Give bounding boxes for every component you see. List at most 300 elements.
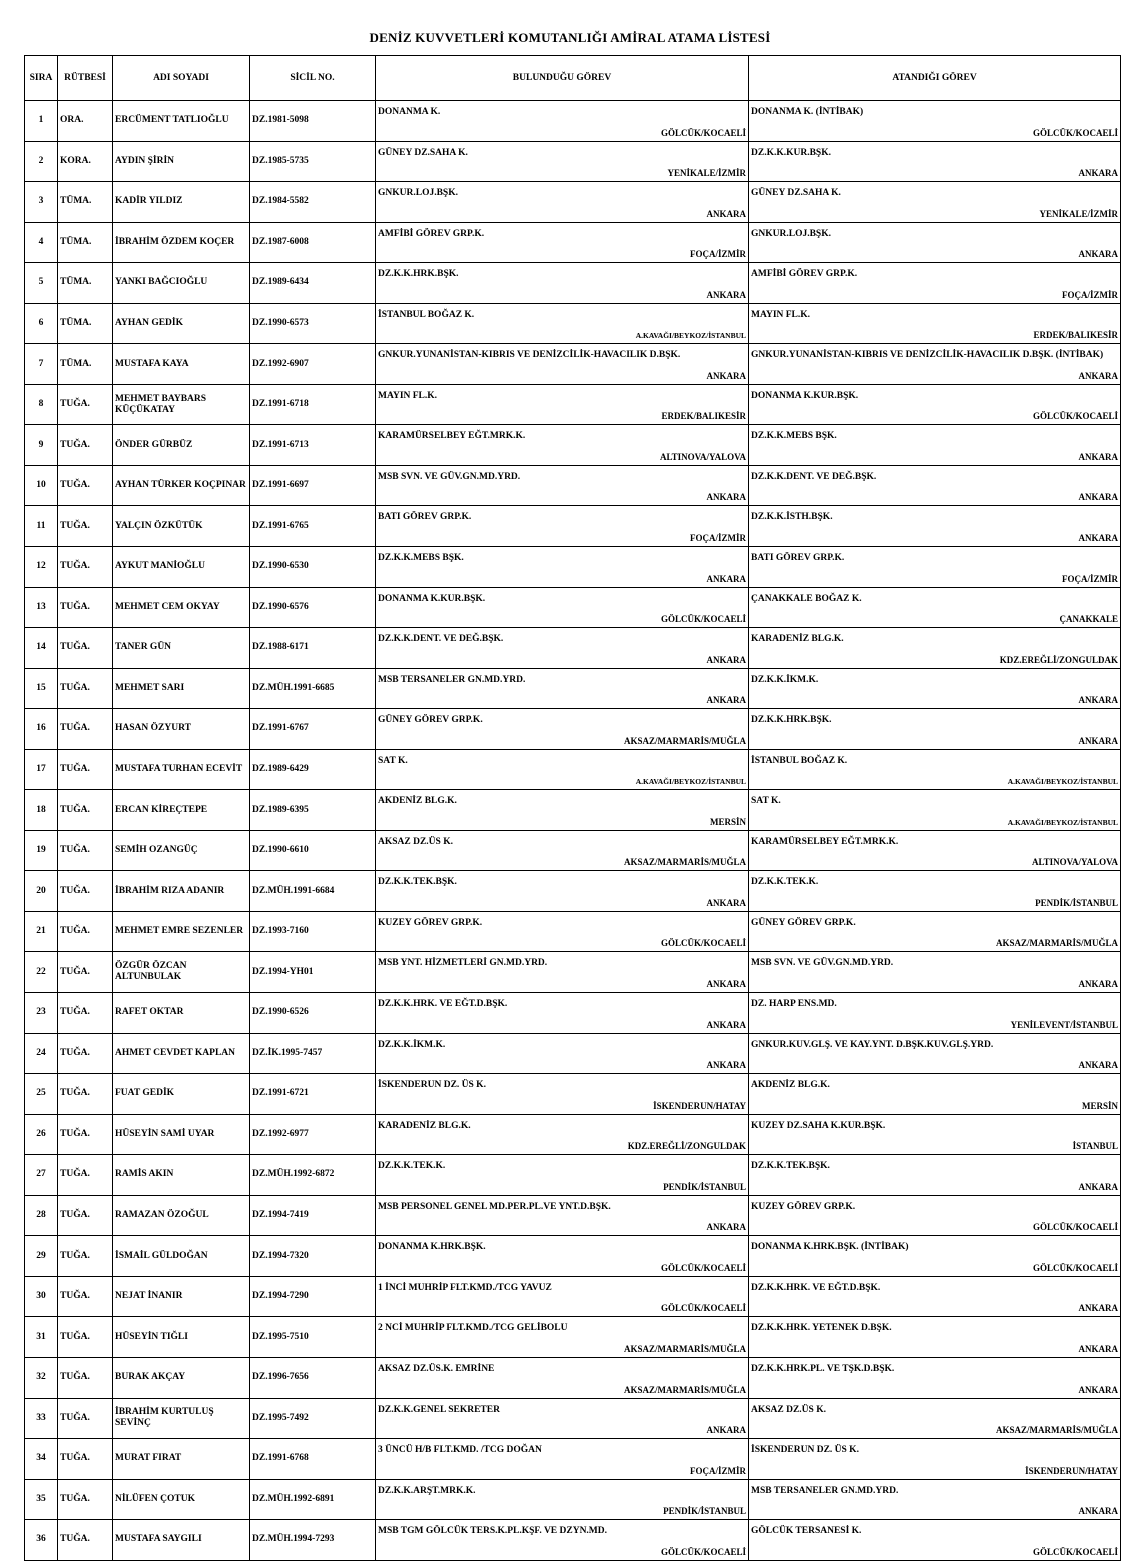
rank-cell: TUĞA. (58, 1520, 113, 1561)
assigned-duty-cell-location: ANKARA (1078, 533, 1118, 544)
current-duty-cell-unit: MSB SVN. VE GÜV.GN.MD.YRD. (378, 471, 521, 482)
current-duty-cell-location: ANKARA (706, 654, 746, 665)
current-duty-cell-location: PENDİK/İSTANBUL (663, 1506, 746, 1517)
current-duty-cell-location: A.KAVAĞI/BEYKOZ/İSTANBUL (635, 777, 746, 787)
current-duty-cell (376, 465, 749, 506)
assigned-duty-cell (749, 1114, 1121, 1155)
assigned-duty-cell-location: İSKENDERUN/HATAY (1025, 1465, 1118, 1476)
assigned-duty-cell (749, 263, 1121, 304)
current-duty-cell (376, 993, 749, 1034)
rank-cell: TUĞA. (58, 1155, 113, 1196)
table-row (25, 1114, 1121, 1155)
assigned-duty-cell (749, 871, 1121, 912)
assigned-duty-cell-unit: SAT K. (751, 796, 781, 807)
row-number: 35 (25, 1479, 58, 1520)
assigned-duty-cell-location: GÖLCÜK/KOCAELİ (1032, 1546, 1118, 1557)
assigned-duty-cell-unit: MAYIN FL.K. (751, 309, 811, 320)
rank-cell: TUĞA. (58, 1236, 113, 1277)
current-duty-cell (376, 911, 749, 952)
assigned-duty-cell-unit: İSKENDERUN DZ. ÜS K. (751, 1445, 859, 1456)
rank-cell: TUĞA. (58, 709, 113, 750)
registry-number-cell: DZ.1991-6697 (250, 465, 376, 506)
current-duty-cell-unit: GÜNEY GÖREV GRP.K. (378, 715, 483, 726)
assigned-duty-cell-unit: BATI GÖREV GRP.K. (751, 553, 845, 564)
row-number: 2 (25, 141, 58, 182)
assigned-duty-cell-unit: DZ.K.K.İSTH.BŞK. (751, 512, 833, 523)
rank-cell: TUĞA. (58, 668, 113, 709)
assigned-duty-cell (749, 1074, 1121, 1115)
current-duty-cell-unit: BATI GÖREV GRP.K. (378, 512, 472, 523)
registry-number-cell: DZ.MÜH.1992-6891 (250, 1479, 376, 1520)
registry-number-cell: DZ.MÜH.1994-7293 (250, 1520, 376, 1561)
name-cell: ERCAN KİREÇTEPE (113, 790, 250, 831)
name-cell: NİLÜFEN ÇOTUK (113, 1479, 250, 1520)
row-number: 17 (25, 749, 58, 790)
assigned-duty-cell-unit: MSB TERSANELER GN.MD.YRD. (751, 1485, 899, 1496)
current-duty-cell (376, 141, 749, 182)
current-duty-cell-location: ANKARA (706, 573, 746, 584)
current-duty-cell-unit: İSKENDERUN DZ. ÜS K. (378, 1080, 486, 1091)
assigned-duty-cell-location: İSTANBUL (1072, 1141, 1118, 1152)
rank-cell: TÜMA. (58, 344, 113, 385)
assigned-duty-cell-location: FOÇA/İZMİR (1062, 573, 1118, 584)
assigned-duty-cell (749, 1479, 1121, 1520)
assigned-duty-cell (749, 1317, 1121, 1358)
registry-number-cell: DZ.1995-7492 (250, 1398, 376, 1439)
assigned-duty-cell-location: AKSAZ/MARMARİS/MUĞLA (995, 1425, 1118, 1436)
table-row (25, 587, 1121, 628)
current-duty-cell-unit: MSB YNT. HİZMETLERİ GN.MD.YRD. (378, 958, 548, 969)
assigned-duty-cell (749, 993, 1121, 1034)
current-duty-cell (376, 101, 749, 142)
assigned-duty-cell-location: MERSİN (1081, 1100, 1118, 1111)
assigned-duty-cell (749, 425, 1121, 466)
current-duty-cell (376, 1033, 749, 1074)
assigned-duty-cell-location: YENİLEVENT/İSTANBUL (1010, 1019, 1118, 1030)
table-row (25, 1398, 1121, 1439)
name-cell: NEJAT İNANIR (113, 1276, 250, 1317)
assigned-duty-cell-location: ANKARA (1078, 1343, 1118, 1354)
current-duty-cell (376, 709, 749, 750)
row-number: 22 (25, 952, 58, 993)
current-duty-cell-location: ANKARA (706, 695, 746, 706)
current-duty-cell-unit: SAT K. (378, 755, 408, 766)
assigned-duty-cell-unit: DONANMA K.KUR.BŞK. (751, 390, 859, 401)
row-number: 20 (25, 871, 58, 912)
row-number: 24 (25, 1033, 58, 1074)
current-duty-cell-location: GÖLCÜK/KOCAELİ (660, 1303, 746, 1314)
current-duty-cell-location: ANKARA (706, 1425, 746, 1436)
name-cell: BURAK AKÇAY (113, 1357, 250, 1398)
current-duty-cell-unit: DONANMA K.HRK.BŞK. (378, 1242, 486, 1253)
assigned-duty-cell-location: ANKARA (1078, 168, 1118, 179)
column-header-atandigi: ATANDIĞI GÖREV (749, 56, 1121, 101)
current-duty-cell-unit: 2 NCİ MUHRİP FLT.KMD./TCG GELİBOLU (378, 1323, 568, 1334)
assigned-duty-cell-location: ALTINOVA/YALOVA (1031, 857, 1118, 868)
rank-cell: TUĞA. (58, 1074, 113, 1115)
current-duty-cell-unit: KUZEY GÖREV GRP.K. (378, 917, 483, 928)
current-duty-cell-unit: DZ.K.K.ARŞT.MRK.K. (378, 1485, 476, 1496)
current-duty-cell-location: ANKARA (706, 289, 746, 300)
row-number: 10 (25, 465, 58, 506)
name-cell: AYHAN GEDİK (113, 303, 250, 344)
table-row (25, 263, 1121, 304)
assigned-duty-cell (749, 547, 1121, 588)
table-row (25, 222, 1121, 263)
current-duty-cell (376, 1479, 749, 1520)
current-duty-cell-unit: DONANMA K. (378, 107, 441, 117)
current-duty-cell (376, 830, 749, 871)
current-duty-cell-location: GÖLCÜK/KOCAELİ (660, 1546, 746, 1557)
current-duty-cell (376, 1398, 749, 1439)
current-duty-cell (376, 303, 749, 344)
current-duty-cell-unit: DZ.K.K.MEBS BŞK. (378, 553, 464, 564)
current-duty-cell-location: ERDEK/BALIKESİR (661, 411, 746, 422)
assigned-duty-cell (749, 1155, 1121, 1196)
table-row (25, 101, 1121, 142)
column-header-rutbe: RÜTBESİ (58, 56, 113, 101)
table-row (25, 790, 1121, 831)
current-duty-cell-unit: DZ.K.K.GENEL SEKRETER (378, 1404, 500, 1415)
current-duty-cell-unit: MSB TERSANELER GN.MD.YRD. (378, 674, 526, 685)
name-cell: RAFET OKTAR (113, 993, 250, 1034)
current-duty-cell-unit: KARADENİZ BLG.K. (378, 1120, 471, 1131)
current-duty-cell-unit: AKDENİZ BLG.K. (378, 796, 457, 807)
table-row (25, 871, 1121, 912)
assigned-duty-cell (749, 303, 1121, 344)
table-row (25, 344, 1121, 385)
row-number: 13 (25, 587, 58, 628)
assigned-duty-cell-unit: İSTANBUL BOĞAZ K. (751, 755, 848, 766)
table-row (25, 749, 1121, 790)
current-duty-cell-location: AKSAZ/MARMARİS/MUĞLA (623, 857, 746, 868)
table-row (25, 1357, 1121, 1398)
current-duty-cell-location: MERSİN (709, 816, 746, 827)
current-duty-cell-location: ANKARA (706, 492, 746, 503)
rank-cell: TUĞA. (58, 1114, 113, 1155)
current-duty-cell (376, 263, 749, 304)
current-duty-cell (376, 182, 749, 223)
registry-number-cell: DZ.1991-6767 (250, 709, 376, 750)
registry-number-cell: DZ.1991-6721 (250, 1074, 376, 1115)
assigned-duty-cell-location: YENİKALE/İZMİR (1039, 208, 1118, 219)
rank-cell: TUĞA. (58, 547, 113, 588)
table-row (25, 628, 1121, 669)
row-number: 1 (25, 101, 58, 142)
assigned-duty-cell-unit: KUZEY DZ.SAHA K.KUR.BŞK. (751, 1120, 886, 1131)
assigned-duty-cell-location: ANKARA (1078, 370, 1118, 381)
assigned-duty-cell (749, 709, 1121, 750)
current-duty-cell (376, 1074, 749, 1115)
assigned-duty-cell-location: KDZ.EREĞLİ/ZONGULDAK (999, 654, 1118, 665)
rank-cell: TUĞA. (58, 1317, 113, 1358)
name-cell: HÜSEYİN TIĞLI (113, 1317, 250, 1358)
row-number: 7 (25, 344, 58, 385)
assigned-duty-cell-location: A.KAVAĞI/BEYKOZ/İSTANBUL (1007, 817, 1118, 827)
name-cell: İBRAHİM ÖZDEM KOÇER (113, 222, 250, 263)
assigned-duty-cell (749, 1195, 1121, 1236)
registry-number-cell: DZ.1991-6718 (250, 384, 376, 425)
assigned-duty-cell-location: GÖLCÜK/KOCAELİ (1032, 1222, 1118, 1233)
assigned-duty-cell (749, 141, 1121, 182)
name-cell: MEHMET CEM OKYAY (113, 587, 250, 628)
current-duty-cell (376, 1195, 749, 1236)
current-duty-cell (376, 222, 749, 263)
assigned-duty-cell-location: ÇANAKKALE (1059, 614, 1118, 625)
assigned-duty-cell-unit: KARAMÜRSELBEY EĞT.MRK.K. (751, 836, 899, 847)
current-duty-cell (376, 506, 749, 547)
assigned-duty-cell-location: GÖLCÜK/KOCAELİ (1032, 127, 1118, 138)
assigned-duty-cell-location: ANKARA (1078, 492, 1118, 503)
current-duty-cell-location: AKSAZ/MARMARİS/MUĞLA (623, 735, 746, 746)
assigned-duty-cell-location: GÖLCÜK/KOCAELİ (1032, 1262, 1118, 1273)
assigned-duty-cell (749, 749, 1121, 790)
assigned-duty-cell-unit: GÖLCÜK TERSANESİ K. (751, 1526, 862, 1537)
current-duty-cell (376, 1439, 749, 1480)
assigned-duty-cell-unit: DONANMA K. (İNTİBAK) (751, 107, 864, 117)
assigned-duty-cell-unit: GNKUR.LOJ.BŞK. (751, 228, 831, 239)
rank-cell: TUĞA. (58, 911, 113, 952)
current-duty-cell-unit: GÜNEY DZ.SAHA K. (378, 147, 468, 158)
table-row (25, 547, 1121, 588)
current-duty-cell-location: AKSAZ/MARMARİS/MUĞLA (623, 1384, 746, 1395)
assigned-duty-cell-unit: GÜNEY GÖREV GRP.K. (751, 917, 856, 928)
current-duty-cell-unit: GNKUR.LOJ.BŞK. (378, 188, 458, 199)
assigned-duty-cell-unit: DZ.K.K.HRK.PL. VE TŞK.D.BŞK. (751, 1363, 895, 1374)
row-number: 16 (25, 709, 58, 750)
assigned-duty-cell-location: ANKARA (1078, 1384, 1118, 1395)
row-number: 31 (25, 1317, 58, 1358)
table-row (25, 1520, 1121, 1561)
row-number: 30 (25, 1276, 58, 1317)
assigned-duty-cell (749, 1520, 1121, 1561)
name-cell: MUSTAFA KAYA (113, 344, 250, 385)
registry-number-cell: DZ.1994-7290 (250, 1276, 376, 1317)
current-duty-cell-location: FOÇA/İZMİR (690, 533, 746, 544)
assigned-duty-cell (749, 628, 1121, 669)
name-cell: ÖNDER GÜRBÜZ (113, 425, 250, 466)
current-duty-cell-location: PENDİK/İSTANBUL (663, 1181, 746, 1192)
assigned-duty-cell-unit: AKSAZ DZ.ÜS K. (751, 1404, 826, 1415)
assigned-duty-cell-location: ANKARA (1078, 1506, 1118, 1517)
assigned-duty-cell-unit: DZ.K.K.HRK. VE EĞT.D.BŞK. (751, 1282, 881, 1293)
current-duty-cell (376, 547, 749, 588)
current-duty-cell (376, 628, 749, 669)
assigned-duty-cell-location: ANKARA (1078, 249, 1118, 260)
registry-number-cell: DZ.1987-6008 (250, 222, 376, 263)
table-row (25, 1439, 1121, 1480)
table-row (25, 709, 1121, 750)
current-duty-cell-location: KDZ.EREĞLİ/ZONGULDAK (627, 1141, 746, 1152)
current-duty-cell-location: GÖLCÜK/KOCAELİ (660, 1262, 746, 1273)
registry-number-cell: DZ.1991-6713 (250, 425, 376, 466)
assigned-duty-cell-unit: AMFİBİ GÖREV GRP.K. (751, 269, 858, 280)
table-header-row (25, 56, 1121, 101)
current-duty-cell-location: ANKARA (706, 370, 746, 381)
table-row (25, 465, 1121, 506)
assigned-duty-cell-location: FOÇA/İZMİR (1062, 289, 1118, 300)
row-number: 32 (25, 1357, 58, 1398)
name-cell: AHMET CEVDET KAPLAN (113, 1033, 250, 1074)
assigned-duty-cell-unit: AKDENİZ BLG.K. (751, 1080, 830, 1091)
current-duty-cell-unit: İSTANBUL BOĞAZ K. (378, 309, 475, 320)
current-duty-cell (376, 1276, 749, 1317)
name-cell: MEHMET EMRE SEZENLER (113, 911, 250, 952)
table-row (25, 182, 1121, 223)
current-duty-cell-location: A.KAVAĞI/BEYKOZ/İSTANBUL (635, 331, 746, 341)
current-duty-cell (376, 384, 749, 425)
rank-cell: TUĞA. (58, 790, 113, 831)
table-row (25, 1155, 1121, 1196)
registry-number-cell: DZ.MÜH.1991-6685 (250, 668, 376, 709)
assigned-duty-cell-unit: DZ.K.K.İKM.K. (751, 674, 819, 685)
name-cell: SEMİH OZANGÜÇ (113, 830, 250, 871)
assigned-duty-cell-location: ANKARA (1078, 1303, 1118, 1314)
rank-cell: TUĞA. (58, 1276, 113, 1317)
current-duty-cell (376, 344, 749, 385)
assigned-duty-cell-unit: GNKUR.KUV.GLŞ. VE KAY.YNT. D.BŞK.KUV.GLŞ.YRD. (751, 1039, 994, 1050)
rank-cell: TUĞA. (58, 1357, 113, 1398)
current-duty-cell-location: GÖLCÜK/KOCAELİ (660, 614, 746, 625)
name-cell: FUAT GEDİK (113, 1074, 250, 1115)
registry-number-cell: DZ.1990-6576 (250, 587, 376, 628)
name-cell: MUSTAFA SAYGILI (113, 1520, 250, 1561)
current-duty-cell (376, 749, 749, 790)
row-number: 15 (25, 668, 58, 709)
current-duty-cell-location: İSKENDERUN/HATAY (653, 1100, 746, 1111)
row-number: 25 (25, 1074, 58, 1115)
registry-number-cell: DZ.1995-7510 (250, 1317, 376, 1358)
registry-number-cell: DZ.1985-5735 (250, 141, 376, 182)
current-duty-cell-unit: MAYIN FL.K. (378, 390, 438, 401)
current-duty-cell-location: ANKARA (706, 897, 746, 908)
name-cell: MURAT FIRAT (113, 1439, 250, 1480)
table-row (25, 1317, 1121, 1358)
table-row (25, 1276, 1121, 1317)
current-duty-cell (376, 1114, 749, 1155)
assigned-duty-cell-unit: DZ.K.K.MEBS BŞK. (751, 431, 837, 442)
row-number: 12 (25, 547, 58, 588)
assigned-duty-cell-unit: DZ.K.K.DENT. VE DEĞ.BŞK. (751, 471, 877, 482)
assigned-duty-cell-unit: DZ.K.K.HRK. YETENEK D.BŞK. (751, 1323, 892, 1334)
registry-number-cell: DZ.1991-6768 (250, 1439, 376, 1480)
name-cell: AYHAN TÜRKER KOÇPINAR (113, 465, 250, 506)
name-cell: RAMAZAN ÖZOĞUL (113, 1195, 250, 1236)
current-duty-cell-unit: DZ.K.K.HRK. VE EĞT.D.BŞK. (378, 999, 508, 1010)
assigned-duty-cell (749, 182, 1121, 223)
current-duty-cell-unit: DZ.K.K.İKM.K. (378, 1039, 446, 1050)
rank-cell: TUĞA. (58, 384, 113, 425)
registry-number-cell: DZ.1991-6765 (250, 506, 376, 547)
assigned-duty-cell (749, 1439, 1121, 1480)
registry-number-cell: DZ.İK.1995-7457 (250, 1033, 376, 1074)
current-duty-cell-location: ANKARA (706, 979, 746, 990)
current-duty-cell-unit: AMFİBİ GÖREV GRP.K. (378, 228, 485, 239)
assigned-duty-cell (749, 1357, 1121, 1398)
name-cell: YALÇIN ÖZKÜTÜK (113, 506, 250, 547)
assigned-duty-cell (749, 101, 1121, 142)
page-title: DENİZ KUVVETLERİ KOMUTANLIĞI AMİRAL ATAMA LİSTESİ (369, 30, 771, 45)
current-duty-cell-unit: DONANMA K.KUR.BŞK. (378, 593, 486, 604)
row-number: 23 (25, 993, 58, 1034)
column-header-ad: ADI SOYADI (113, 56, 250, 101)
table-row (25, 1195, 1121, 1236)
current-duty-cell (376, 871, 749, 912)
registry-number-cell: DZ.1996-7656 (250, 1357, 376, 1398)
assigned-duty-cell (749, 384, 1121, 425)
current-duty-cell-unit: DZ.K.K.TEK.BŞK. (378, 877, 457, 888)
current-duty-cell (376, 1520, 749, 1561)
assigned-duty-cell-unit: DONANMA K.HRK.BŞK. (İNTİBAK) (751, 1242, 909, 1253)
assigned-duty-cell-location: ERDEK/BALIKESİR (1033, 330, 1118, 341)
assigned-duty-cell (749, 952, 1121, 993)
table-body (25, 101, 1121, 1561)
current-duty-cell-unit: KARAMÜRSELBEY EĞT.MRK.K. (378, 431, 526, 442)
current-duty-cell-location: ANKARA (706, 1222, 746, 1233)
table-row (25, 1236, 1121, 1277)
row-number: 8 (25, 384, 58, 425)
table-row (25, 1074, 1121, 1115)
current-duty-cell (376, 952, 749, 993)
registry-number-cell: DZ.1984-5582 (250, 182, 376, 223)
assigned-duty-cell (749, 587, 1121, 628)
rank-cell: TUĞA. (58, 749, 113, 790)
current-duty-cell (376, 790, 749, 831)
assigned-duty-cell-location: ANKARA (1078, 1181, 1118, 1192)
rank-cell: TUĞA. (58, 871, 113, 912)
name-cell: İSMAİL GÜLDOĞAN (113, 1236, 250, 1277)
current-duty-cell-unit: GNKUR.YUNANİSTAN-KIBRIS VE DENİZCİLİK-HAVACILIK D.BŞK. (378, 350, 681, 361)
rank-cell: TUĞA. (58, 587, 113, 628)
current-duty-cell (376, 1357, 749, 1398)
rank-cell: TUĞA. (58, 425, 113, 466)
assigned-duty-cell (749, 668, 1121, 709)
assigned-duty-cell-location: GÖLCÜK/KOCAELİ (1032, 411, 1118, 422)
row-number: 36 (25, 1520, 58, 1561)
name-cell: AYKUT MANİOĞLU (113, 547, 250, 588)
name-cell: MEHMET BAYBARS KÜÇÜKATAY (113, 384, 250, 425)
assigned-duty-cell-location: ANKARA (1078, 979, 1118, 990)
current-duty-cell-location: GÖLCÜK/KOCAELİ (660, 127, 746, 138)
assigned-duty-cell-location: ANKARA (1078, 695, 1118, 706)
assigned-duty-cell-unit: DZ.K.K.HRK.BŞK. (751, 715, 832, 726)
rank-cell: TUĞA. (58, 1033, 113, 1074)
rank-cell: TUĞA. (58, 830, 113, 871)
rank-cell: TUĞA. (58, 506, 113, 547)
current-duty-cell-unit: DZ.K.K.TEK.K. (378, 1161, 446, 1172)
registry-number-cell: DZ.1989-6395 (250, 790, 376, 831)
registry-number-cell: DZ.1994-7320 (250, 1236, 376, 1277)
current-duty-cell-unit: 1 İNCİ MUHRİP FLT.KMD./TCG YAVUZ (378, 1282, 552, 1293)
table-row (25, 993, 1121, 1034)
rank-cell: TUĞA. (58, 465, 113, 506)
current-duty-cell-location: ANKARA (706, 1060, 746, 1071)
assigned-duty-cell-unit: DZ. HARP ENS.MD. (751, 999, 837, 1010)
current-duty-cell (376, 425, 749, 466)
rank-cell: TUĞA. (58, 1479, 113, 1520)
registry-number-cell: DZ.MÜH.1991-6684 (250, 871, 376, 912)
row-number: 14 (25, 628, 58, 669)
row-number: 28 (25, 1195, 58, 1236)
registry-number-cell: DZ.MÜH.1992-6872 (250, 1155, 376, 1196)
current-duty-cell (376, 587, 749, 628)
assigned-duty-cell-unit: DZ.K.K.TEK.BŞK. (751, 1161, 830, 1172)
assigned-duty-cell (749, 1276, 1121, 1317)
rank-cell: ORA. (58, 101, 113, 142)
table-row (25, 830, 1121, 871)
assigned-duty-cell (749, 790, 1121, 831)
row-number: 6 (25, 303, 58, 344)
